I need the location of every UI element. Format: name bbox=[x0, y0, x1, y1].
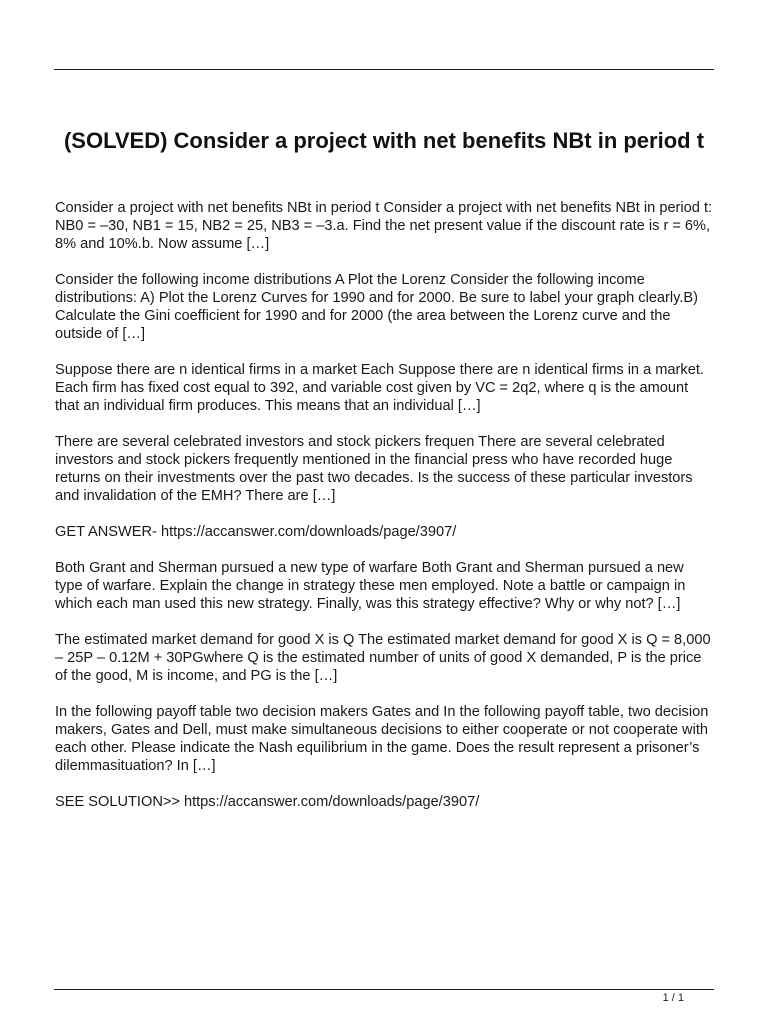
paragraph-identical-firms: Suppose there are n identical firms in a market Each Suppose there are n identical firms in a market. Each firm has fixed cost equal to 392, and variable cost given by VC = 2q2, where q is the amount that an individual firm produces. This means that an individual […] bbox=[55, 362, 704, 414]
page-indicator: 1 / 1 bbox=[662, 992, 684, 1004]
footer-divider bbox=[54, 989, 714, 990]
paragraph-celebrated-investors: There are several celebrated investors and stock pickers frequen There are several celebrated investors and stock pickers frequently mentioned in the financial press who have recorded huge returns on their investments over the past two decades. Is the success of these particular investors and invalidation of the EMH? There are […] bbox=[55, 434, 693, 504]
get-answer-link[interactable]: GET ANSWER- https://accanswer.com/downloads/page/3907/ bbox=[55, 524, 457, 540]
paragraph-grant-sherman: Both Grant and Sherman pursued a new type of warfare Both Grant and Sherman pursued a new type of warfare. Explain the change in strategy these men employed. Note a battle or campaign in which each man used this new strategy. Finally, was this strategy effective? Why or why not? […] bbox=[55, 560, 686, 612]
paragraph-market-demand: The estimated market demand for good X is Q The estimated market demand for good X is Q = 8,000 – 25P – 0.12M + 30PGwhere Q is the estimated number of units of good X demanded, P is the price of the good, M is income, and PG is the […] bbox=[55, 632, 711, 684]
paragraph-npv-project: Consider a project with net benefits NBt in period t Consider a project with net benefits NBt in period t: NB0 = –30, NB1 = 15, NB2 = 25, NB3 = –3.a. Find the net present value if the discount rate is r = 6%, 8% and 10%.b. Now assume […] bbox=[55, 200, 713, 252]
document-body bbox=[55, 199, 715, 829]
paragraph-lorenz-curve: Consider the following income distributions A Plot the Lorenz Consider the following income distributions: A) Plot the Lorenz Curves for 1990 and for 2000. Be sure to label your graph clearly.B) Calculate the Gini coefficient for 1990 and for 2000 (the area between the Lorenz curve and the outside of […] bbox=[55, 272, 699, 342]
see-solution-link[interactable]: SEE SOLUTION>> https://accanswer.com/downloads/page/3907/ bbox=[55, 794, 480, 810]
paragraph-payoff-table: In the following payoff table two decision makers Gates and In the following payoff table, two decision makers, Gates and Dell, must make simultaneous decisions to either cooperate or not cooperate with each other. Please indicate the Nash equilibrium in the game. Does the result represent a prisoner’s dilemmasituation? In […] bbox=[55, 704, 709, 774]
document-title: (SOLVED) Consider a project with net benefits NBt in period t bbox=[63, 128, 705, 153]
header-divider bbox=[54, 69, 714, 70]
